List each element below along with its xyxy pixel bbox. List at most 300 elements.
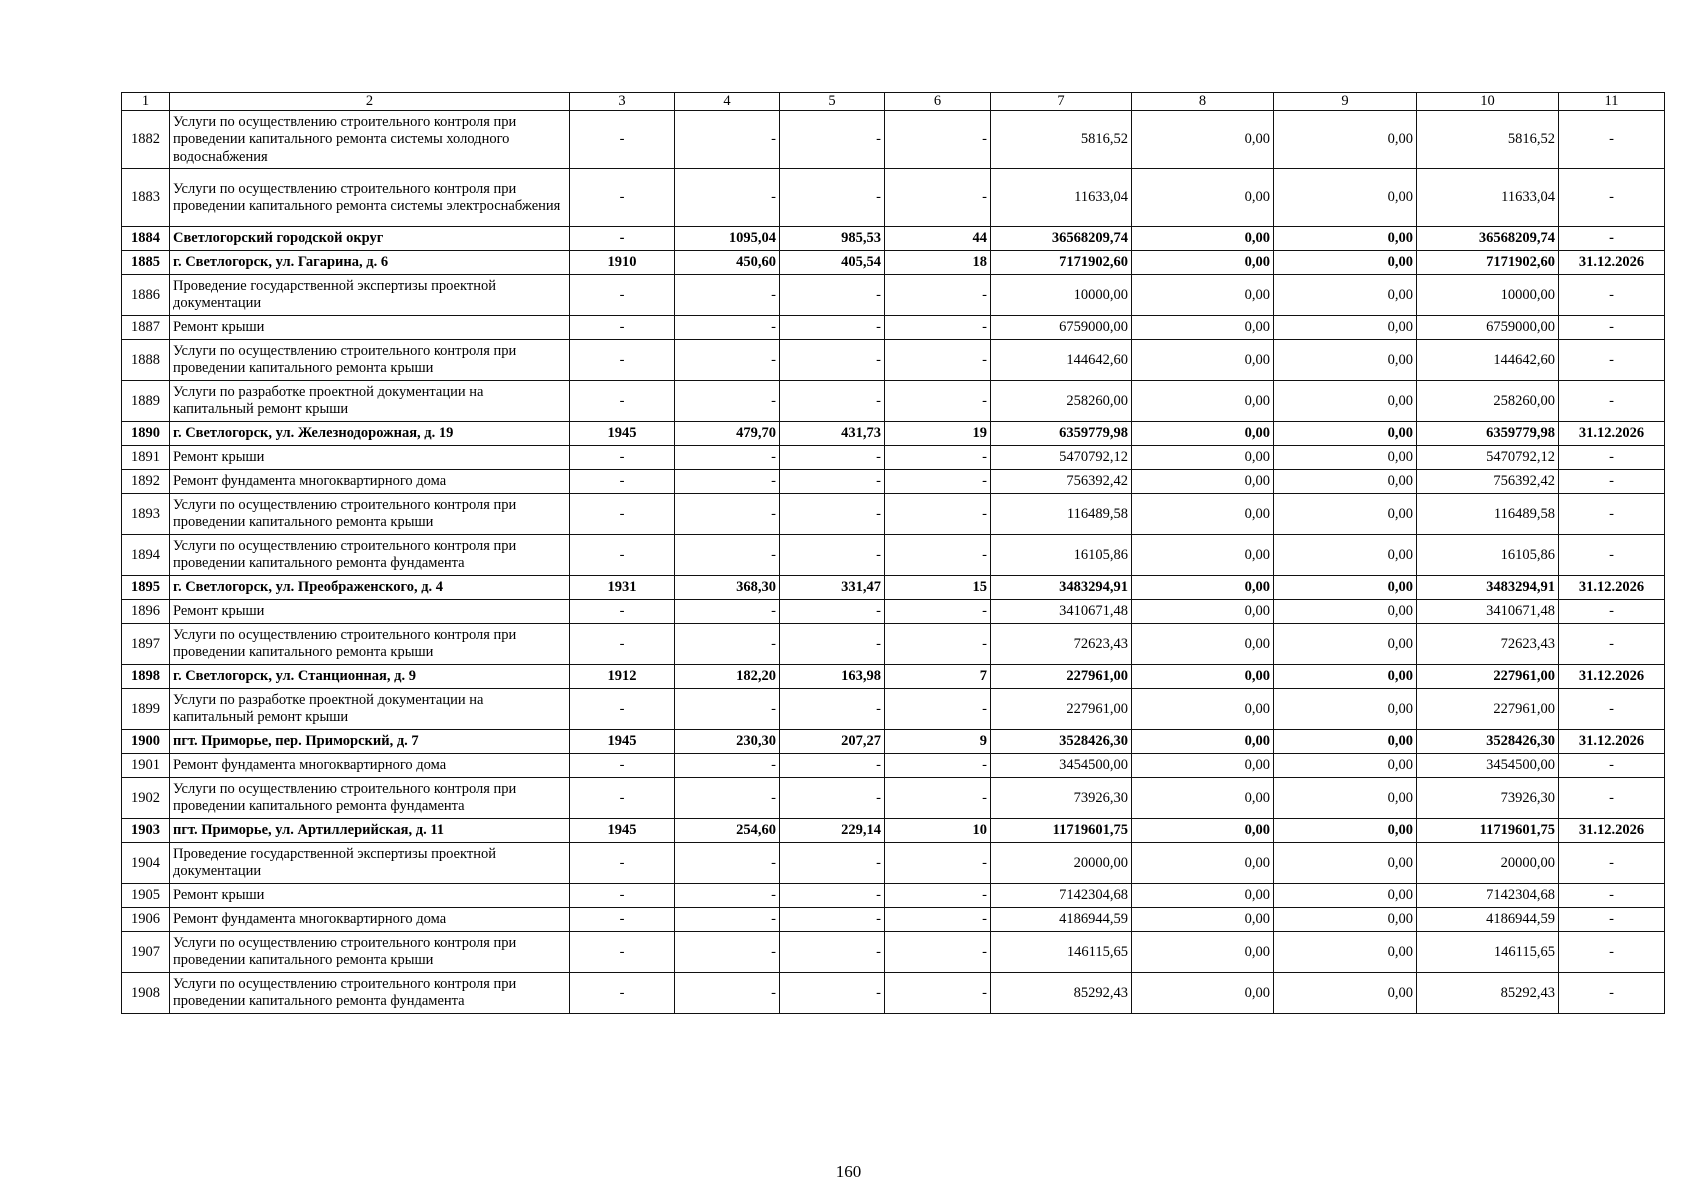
deadline-cell: -	[1559, 446, 1665, 470]
cost-col10-cell: 72623,43	[1417, 624, 1559, 665]
address-row	[122, 730, 1665, 754]
total-area-cell: 450,60	[675, 251, 780, 275]
living-area-cell: -	[780, 973, 885, 1014]
living-area-cell: -	[780, 494, 885, 535]
total-area-cell: 1095,04	[675, 227, 780, 251]
deadline-cell: -	[1559, 535, 1665, 576]
col-header-6: 6	[885, 93, 991, 111]
col-header-10: 10	[1417, 93, 1559, 111]
living-area-cell: -	[780, 754, 885, 778]
year-cell: 1912	[570, 665, 675, 689]
row-number-cell: 1893	[122, 494, 170, 535]
total-cost-cell: 5470792,12	[991, 446, 1132, 470]
total-area-cell: -	[675, 470, 780, 494]
cost-col9-cell: 0,00	[1274, 819, 1417, 843]
address-row	[122, 576, 1665, 600]
residents-cell: -	[885, 624, 991, 665]
cost-col9-cell: 0,00	[1274, 754, 1417, 778]
total-area-cell: -	[675, 340, 780, 381]
total-cost-cell: 73926,30	[991, 778, 1132, 819]
total-cost-cell: 7171902,60	[991, 251, 1132, 275]
cost-col9-cell: 0,00	[1274, 169, 1417, 227]
total-area-cell: -	[675, 884, 780, 908]
work-item-row	[122, 111, 1665, 169]
cost-col10-cell: 144642,60	[1417, 340, 1559, 381]
living-area-cell: -	[780, 908, 885, 932]
total-cost-cell: 72623,43	[991, 624, 1132, 665]
cost-col10-cell: 36568209,74	[1417, 227, 1559, 251]
work-name-cell: г. Светлогорск, ул. Гагарина, д. 6	[170, 251, 570, 275]
residents-cell: 19	[885, 422, 991, 446]
col-header-11: 11	[1559, 93, 1665, 111]
living-area-cell: -	[780, 381, 885, 422]
cost-col9-cell: 0,00	[1274, 665, 1417, 689]
cost-col8-cell: 0,00	[1132, 494, 1274, 535]
deadline-cell: -	[1559, 778, 1665, 819]
cost-col9-cell: 0,00	[1274, 227, 1417, 251]
row-number-cell: 1900	[122, 730, 170, 754]
cost-col8-cell: 0,00	[1132, 169, 1274, 227]
work-name-cell: пгт. Приморье, пер. Приморский, д. 7	[170, 730, 570, 754]
total-area-cell: -	[675, 843, 780, 884]
cost-col10-cell: 3483294,91	[1417, 576, 1559, 600]
cost-col9-cell: 0,00	[1274, 884, 1417, 908]
total-area-cell: 368,30	[675, 576, 780, 600]
work-item-row	[122, 340, 1665, 381]
cost-col10-cell: 6759000,00	[1417, 316, 1559, 340]
cost-col9-cell: 0,00	[1274, 535, 1417, 576]
cost-col8-cell: 0,00	[1132, 340, 1274, 381]
total-area-cell: 254,60	[675, 819, 780, 843]
work-name-cell: г. Светлогорск, ул. Преображенского, д. 4	[170, 576, 570, 600]
year-cell: -	[570, 227, 675, 251]
deadline-cell: 31.12.2026	[1559, 665, 1665, 689]
total-cost-cell: 258260,00	[991, 381, 1132, 422]
cost-col10-cell: 11633,04	[1417, 169, 1559, 227]
cost-col9-cell: 0,00	[1274, 843, 1417, 884]
cost-col9-cell: 0,00	[1274, 316, 1417, 340]
address-row	[122, 227, 1665, 251]
living-area-cell: 405,54	[780, 251, 885, 275]
residents-cell: -	[885, 754, 991, 778]
residents-cell: -	[885, 494, 991, 535]
year-cell: 1910	[570, 251, 675, 275]
total-cost-cell: 756392,42	[991, 470, 1132, 494]
year-cell: -	[570, 843, 675, 884]
deadline-cell: -	[1559, 227, 1665, 251]
deadline-cell: -	[1559, 932, 1665, 973]
cost-col8-cell: 0,00	[1132, 932, 1274, 973]
col-header-2: 2	[170, 93, 570, 111]
cost-col8-cell: 0,00	[1132, 665, 1274, 689]
cost-col9-cell: 0,00	[1274, 494, 1417, 535]
row-number-cell: 1904	[122, 843, 170, 884]
cost-col8-cell: 0,00	[1132, 111, 1274, 169]
work-item-row	[122, 884, 1665, 908]
cost-col8-cell: 0,00	[1132, 778, 1274, 819]
deadline-cell: -	[1559, 600, 1665, 624]
row-number-cell: 1895	[122, 576, 170, 600]
living-area-cell: -	[780, 778, 885, 819]
total-area-cell: -	[675, 275, 780, 316]
cost-col8-cell: 0,00	[1132, 275, 1274, 316]
total-area-cell: -	[675, 754, 780, 778]
living-area-cell: -	[780, 169, 885, 227]
deadline-cell: 31.12.2026	[1559, 422, 1665, 446]
deadline-cell: -	[1559, 381, 1665, 422]
work-item-row	[122, 470, 1665, 494]
work-item-row	[122, 275, 1665, 316]
total-cost-cell: 227961,00	[991, 689, 1132, 730]
work-item-row	[122, 169, 1665, 227]
total-cost-cell: 3410671,48	[991, 600, 1132, 624]
row-number-cell: 1883	[122, 169, 170, 227]
row-number-cell: 1896	[122, 600, 170, 624]
row-number-cell: 1901	[122, 754, 170, 778]
row-number-cell: 1892	[122, 470, 170, 494]
total-area-cell: -	[675, 316, 780, 340]
living-area-cell: -	[780, 689, 885, 730]
row-number-cell: 1886	[122, 275, 170, 316]
residents-cell: -	[885, 843, 991, 884]
cost-col10-cell: 11719601,75	[1417, 819, 1559, 843]
total-cost-cell: 16105,86	[991, 535, 1132, 576]
living-area-cell: -	[780, 340, 885, 381]
living-area-cell: -	[780, 624, 885, 665]
work-name-cell: Услуги по осуществлению строительного контроля при проведении капитального ремонта системы холодного водоснабжения	[170, 111, 570, 169]
work-item-row	[122, 535, 1665, 576]
col-header-4: 4	[675, 93, 780, 111]
row-number-cell: 1899	[122, 689, 170, 730]
work-name-cell: Услуги по осуществлению строительного контроля при проведении капитального ремонта системы электроснабжения	[170, 169, 570, 227]
cost-col8-cell: 0,00	[1132, 908, 1274, 932]
row-number-cell: 1891	[122, 446, 170, 470]
col-header-1: 1	[122, 93, 170, 111]
total-cost-cell: 20000,00	[991, 843, 1132, 884]
row-number-cell: 1897	[122, 624, 170, 665]
deadline-cell: 31.12.2026	[1559, 730, 1665, 754]
cost-col8-cell: 0,00	[1132, 624, 1274, 665]
living-area-cell: -	[780, 470, 885, 494]
work-item-row	[122, 908, 1665, 932]
total-area-cell: -	[675, 689, 780, 730]
row-number-cell: 1882	[122, 111, 170, 169]
work-name-cell: пгт. Приморье, ул. Артиллерийская, д. 11	[170, 819, 570, 843]
cost-col10-cell: 146115,65	[1417, 932, 1559, 973]
total-cost-cell: 10000,00	[991, 275, 1132, 316]
row-number-cell: 1903	[122, 819, 170, 843]
cost-col8-cell: 0,00	[1132, 689, 1274, 730]
cost-col10-cell: 756392,42	[1417, 470, 1559, 494]
residents-cell: -	[885, 689, 991, 730]
total-area-cell: -	[675, 973, 780, 1014]
work-name-cell: Услуги по осуществлению строительного контроля при проведении капитального ремонта крыши	[170, 932, 570, 973]
cost-col10-cell: 116489,58	[1417, 494, 1559, 535]
living-area-cell: -	[780, 275, 885, 316]
cost-col9-cell: 0,00	[1274, 624, 1417, 665]
row-number-cell: 1907	[122, 932, 170, 973]
living-area-cell: 985,53	[780, 227, 885, 251]
row-number-cell: 1898	[122, 665, 170, 689]
residents-cell: -	[885, 535, 991, 576]
total-cost-cell: 11719601,75	[991, 819, 1132, 843]
work-name-cell: Услуги по осуществлению строительного контроля при проведении капитального ремонта фундамента	[170, 973, 570, 1014]
year-cell: -	[570, 535, 675, 576]
work-item-row	[122, 778, 1665, 819]
work-item-row	[122, 624, 1665, 665]
work-name-cell: Светлогорский городской округ	[170, 227, 570, 251]
cost-col9-cell: 0,00	[1274, 730, 1417, 754]
row-number-cell: 1887	[122, 316, 170, 340]
col-header-5: 5	[780, 93, 885, 111]
cost-col9-cell: 0,00	[1274, 576, 1417, 600]
residents-cell: -	[885, 932, 991, 973]
work-name-cell: Ремонт фундамента многоквартирного дома	[170, 908, 570, 932]
column-number-row	[122, 93, 1665, 111]
residents-cell: -	[885, 169, 991, 227]
cost-col10-cell: 10000,00	[1417, 275, 1559, 316]
year-cell: -	[570, 932, 675, 973]
cost-col8-cell: 0,00	[1132, 843, 1274, 884]
cost-col9-cell: 0,00	[1274, 422, 1417, 446]
cost-col9-cell: 0,00	[1274, 446, 1417, 470]
total-cost-cell: 6359779,98	[991, 422, 1132, 446]
deadline-cell: 31.12.2026	[1559, 576, 1665, 600]
program-table	[121, 92, 1665, 1014]
living-area-cell: -	[780, 932, 885, 973]
work-item-row	[122, 973, 1665, 1014]
residents-cell: -	[885, 381, 991, 422]
living-area-cell: 229,14	[780, 819, 885, 843]
residents-cell: -	[885, 908, 991, 932]
deadline-cell: -	[1559, 689, 1665, 730]
cost-col8-cell: 0,00	[1132, 316, 1274, 340]
cost-col10-cell: 227961,00	[1417, 665, 1559, 689]
cost-col8-cell: 0,00	[1132, 730, 1274, 754]
deadline-cell: -	[1559, 624, 1665, 665]
living-area-cell: 331,47	[780, 576, 885, 600]
residents-cell: -	[885, 600, 991, 624]
cost-col10-cell: 258260,00	[1417, 381, 1559, 422]
deadline-cell: -	[1559, 169, 1665, 227]
total-area-cell: 479,70	[675, 422, 780, 446]
cost-col10-cell: 3454500,00	[1417, 754, 1559, 778]
row-number-cell: 1906	[122, 908, 170, 932]
cost-col8-cell: 0,00	[1132, 973, 1274, 1014]
total-area-cell: -	[675, 381, 780, 422]
cost-col10-cell: 3528426,30	[1417, 730, 1559, 754]
total-area-cell: -	[675, 932, 780, 973]
cost-col9-cell: 0,00	[1274, 908, 1417, 932]
year-cell: -	[570, 908, 675, 932]
total-area-cell: 230,30	[675, 730, 780, 754]
year-cell: -	[570, 689, 675, 730]
cost-col8-cell: 0,00	[1132, 884, 1274, 908]
col-header-7: 7	[991, 93, 1132, 111]
deadline-cell: -	[1559, 340, 1665, 381]
col-header-9: 9	[1274, 93, 1417, 111]
cost-col10-cell: 6359779,98	[1417, 422, 1559, 446]
cost-col9-cell: 0,00	[1274, 251, 1417, 275]
living-area-cell: -	[780, 535, 885, 576]
cost-col10-cell: 7171902,60	[1417, 251, 1559, 275]
living-area-cell: -	[780, 111, 885, 169]
work-name-cell: Услуги по осуществлению строительного контроля при проведении капитального ремонта фундамента	[170, 535, 570, 576]
total-cost-cell: 116489,58	[991, 494, 1132, 535]
residents-cell: -	[885, 973, 991, 1014]
work-item-row	[122, 494, 1665, 535]
work-name-cell: Услуги по осуществлению строительного контроля при проведении капитального ремонта крыши	[170, 624, 570, 665]
total-cost-cell: 3528426,30	[991, 730, 1132, 754]
work-name-cell: Услуги по осуществлению строительного контроля при проведении капитального ремонта крыши	[170, 494, 570, 535]
year-cell: -	[570, 600, 675, 624]
work-name-cell: Проведение государственной экспертизы проектной документации	[170, 275, 570, 316]
cost-col9-cell: 0,00	[1274, 340, 1417, 381]
total-cost-cell: 85292,43	[991, 973, 1132, 1014]
cost-col10-cell: 20000,00	[1417, 843, 1559, 884]
living-area-cell: 163,98	[780, 665, 885, 689]
address-row	[122, 665, 1665, 689]
work-name-cell: Услуги по осуществлению строительного контроля при проведении капитального ремонта фундамента	[170, 778, 570, 819]
cost-col8-cell: 0,00	[1132, 422, 1274, 446]
living-area-cell: -	[780, 446, 885, 470]
work-item-row	[122, 754, 1665, 778]
year-cell: 1945	[570, 422, 675, 446]
work-item-row	[122, 932, 1665, 973]
cost-col9-cell: 0,00	[1274, 932, 1417, 973]
cost-col8-cell: 0,00	[1132, 754, 1274, 778]
work-item-row	[122, 316, 1665, 340]
total-area-cell: -	[675, 169, 780, 227]
year-cell: -	[570, 446, 675, 470]
total-area-cell: -	[675, 494, 780, 535]
year-cell: -	[570, 884, 675, 908]
col-header-3: 3	[570, 93, 675, 111]
deadline-cell: -	[1559, 754, 1665, 778]
year-cell: 1945	[570, 819, 675, 843]
deadline-cell: 31.12.2026	[1559, 819, 1665, 843]
year-cell: -	[570, 470, 675, 494]
cost-col9-cell: 0,00	[1274, 381, 1417, 422]
total-area-cell: -	[675, 778, 780, 819]
total-area-cell: -	[675, 111, 780, 169]
row-number-cell: 1885	[122, 251, 170, 275]
work-item-row	[122, 689, 1665, 730]
cost-col9-cell: 0,00	[1274, 275, 1417, 316]
residents-cell: -	[885, 884, 991, 908]
work-item-row	[122, 600, 1665, 624]
year-cell: -	[570, 340, 675, 381]
year-cell: -	[570, 754, 675, 778]
deadline-cell: -	[1559, 884, 1665, 908]
work-item-row	[122, 381, 1665, 422]
year-cell: -	[570, 624, 675, 665]
cost-col8-cell: 0,00	[1132, 446, 1274, 470]
work-name-cell: г. Светлогорск, ул. Станционная, д. 9	[170, 665, 570, 689]
total-cost-cell: 227961,00	[991, 665, 1132, 689]
total-area-cell: 182,20	[675, 665, 780, 689]
year-cell: -	[570, 111, 675, 169]
living-area-cell: 431,73	[780, 422, 885, 446]
total-area-cell: -	[675, 624, 780, 665]
total-cost-cell: 7142304,68	[991, 884, 1132, 908]
row-number-cell: 1894	[122, 535, 170, 576]
cost-col10-cell: 5816,52	[1417, 111, 1559, 169]
row-number-cell: 1902	[122, 778, 170, 819]
work-name-cell: Проведение государственной экспертизы проектной документации	[170, 843, 570, 884]
work-name-cell: Услуги по разработке проектной документации на капитальный ремонт крыши	[170, 381, 570, 422]
cost-col9-cell: 0,00	[1274, 111, 1417, 169]
deadline-cell: -	[1559, 111, 1665, 169]
residents-cell: 10	[885, 819, 991, 843]
total-area-cell: -	[675, 908, 780, 932]
cost-col9-cell: 0,00	[1274, 973, 1417, 1014]
deadline-cell: -	[1559, 973, 1665, 1014]
year-cell: -	[570, 275, 675, 316]
living-area-cell: -	[780, 600, 885, 624]
row-number-cell: 1890	[122, 422, 170, 446]
deadline-cell: -	[1559, 494, 1665, 535]
work-name-cell: Услуги по разработке проектной документации на капитальный ремонт крыши	[170, 689, 570, 730]
cost-col9-cell: 0,00	[1274, 689, 1417, 730]
cost-col10-cell: 16105,86	[1417, 535, 1559, 576]
work-item-row	[122, 446, 1665, 470]
year-cell: 1931	[570, 576, 675, 600]
cost-col9-cell: 0,00	[1274, 600, 1417, 624]
work-name-cell: Ремонт крыши	[170, 316, 570, 340]
total-cost-cell: 4186944,59	[991, 908, 1132, 932]
living-area-cell: -	[780, 884, 885, 908]
living-area-cell: -	[780, 316, 885, 340]
cost-col8-cell: 0,00	[1132, 381, 1274, 422]
deadline-cell: -	[1559, 316, 1665, 340]
living-area-cell: -	[780, 843, 885, 884]
deadline-cell: 31.12.2026	[1559, 251, 1665, 275]
total-area-cell: -	[675, 446, 780, 470]
total-cost-cell: 11633,04	[991, 169, 1132, 227]
cost-col10-cell: 85292,43	[1417, 973, 1559, 1014]
cost-col10-cell: 3410671,48	[1417, 600, 1559, 624]
residents-cell: 7	[885, 665, 991, 689]
cost-col10-cell: 5470792,12	[1417, 446, 1559, 470]
work-name-cell: Ремонт крыши	[170, 446, 570, 470]
residents-cell: -	[885, 275, 991, 316]
cost-col10-cell: 4186944,59	[1417, 908, 1559, 932]
living-area-cell: 207,27	[780, 730, 885, 754]
work-name-cell: Ремонт крыши	[170, 600, 570, 624]
total-cost-cell: 3454500,00	[991, 754, 1132, 778]
total-cost-cell: 144642,60	[991, 340, 1132, 381]
total-area-cell: -	[675, 535, 780, 576]
row-number-cell: 1889	[122, 381, 170, 422]
work-name-cell: Ремонт крыши	[170, 884, 570, 908]
work-name-cell: г. Светлогорск, ул. Железнодорожная, д. 19	[170, 422, 570, 446]
cost-col9-cell: 0,00	[1274, 778, 1417, 819]
cost-col10-cell: 7142304,68	[1417, 884, 1559, 908]
col-header-8: 8	[1132, 93, 1274, 111]
address-row	[122, 819, 1665, 843]
cost-col9-cell: 0,00	[1274, 470, 1417, 494]
year-cell: 1945	[570, 730, 675, 754]
residents-cell: 15	[885, 576, 991, 600]
total-area-cell: -	[675, 600, 780, 624]
year-cell: -	[570, 169, 675, 227]
total-cost-cell: 3483294,91	[991, 576, 1132, 600]
row-number-cell: 1884	[122, 227, 170, 251]
deadline-cell: -	[1559, 275, 1665, 316]
page-number: 160	[835, 1162, 862, 1181]
residents-cell: 18	[885, 251, 991, 275]
